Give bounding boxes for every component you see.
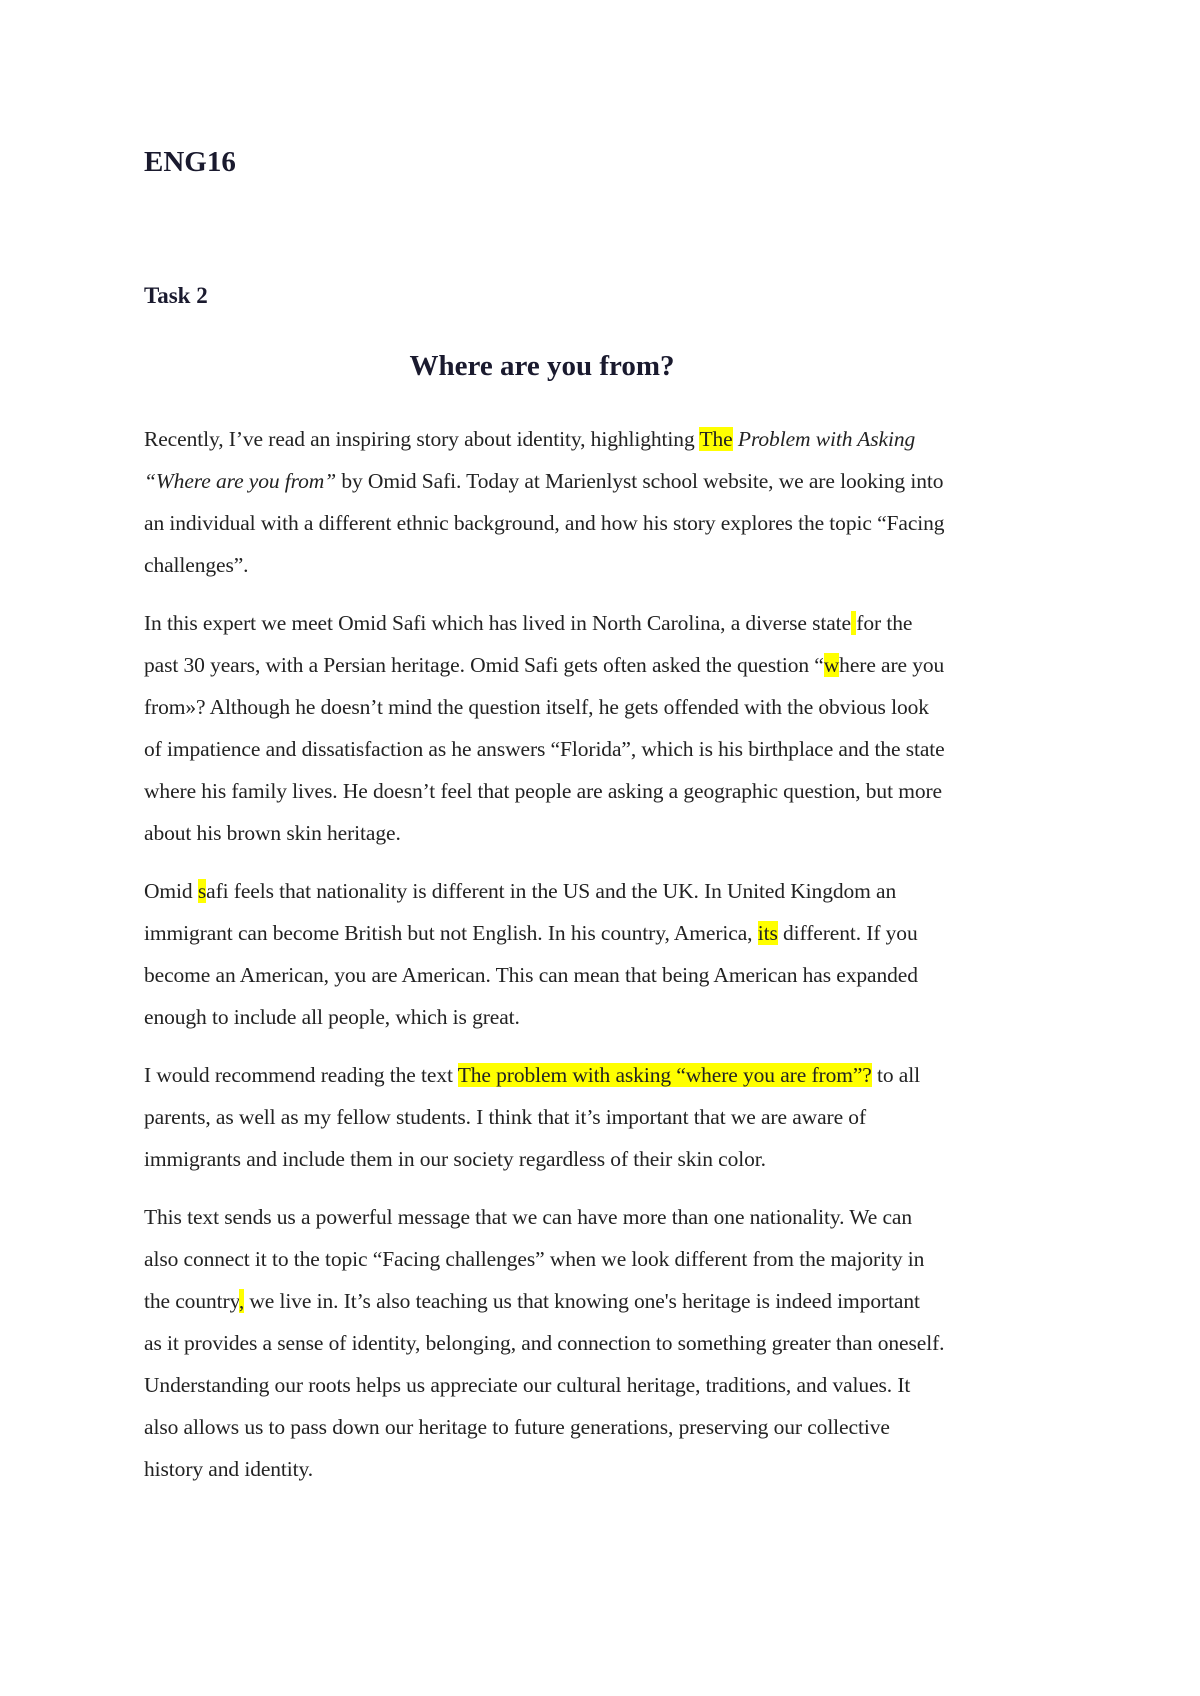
text-run: challenges”. [144,553,249,577]
text-run: parents, as well as my fellow students. I think that it’s important that we are aware of [144,1105,867,1129]
text-run: as it provides a sense of identity, belonging, and connection to something greater than oneself. [144,1331,945,1355]
text-run: Understanding our roots helps us appreciate our cultural heritage, traditions, and values. It [144,1373,911,1397]
text-run: This text sends us a powerful message that we can have more than one nationality. We can [144,1205,913,1229]
text-run: about his brown skin heritage. [144,821,401,845]
page-title: Where are you from? [409,350,675,382]
highlighted-text: The problem with asking “where you are from”? [457,1063,872,1087]
text-run: afi feels that nationality is different in the US and the UK. In United Kingdom an [206,879,897,903]
text-run: also allows us to pass down our heritage to future generations, preserving our collective [144,1415,890,1439]
highlighted-text: The [699,427,733,451]
italic-text: Problem with Asking [737,427,916,451]
text-line [144,1364,1064,1406]
text-run: become an American, you are American. This can mean that being American has expanded [144,963,918,987]
task-heading: Task 2 [144,283,208,308]
text-run: the country [144,1289,239,1313]
text-line [144,870,1064,912]
text-run: I would recommend reading the text [144,1063,458,1087]
highlighted-text: s [197,879,207,903]
text-line [144,954,1064,996]
highlighted-text: , [238,1289,245,1313]
text-line [144,1096,1064,1138]
text-line [144,686,1064,728]
text-line [144,1054,1064,1096]
text-run: past 30 years, with a Persian heritage. Omid Safi gets often asked the question “ [144,653,824,677]
text-line [144,912,1064,954]
text-run: where his family lives. He doesn’t feel that people are asking a geographic question, but more [144,779,942,803]
text-run: enough to include all people, which is great. [144,1005,520,1029]
text-line [144,1196,1064,1238]
text-run: In this expert we meet Omid Safi which has lived in North Carolina, a diverse state [144,611,851,635]
text-run: immigrants and include them in our society regardless of their skin color. [144,1147,766,1171]
text-run: Recently, I’ve read an inspiring story about identity, highlighting [144,427,700,451]
course-code: ENG16 [144,146,236,178]
text-run: for the [856,611,913,635]
text-line [144,502,1064,544]
text-line [144,1448,1064,1490]
text-run: to all [871,1063,920,1087]
text-run: Omid [144,879,198,903]
highlighted-text: w [823,653,840,677]
text-run: of impatience and dissatisfaction as he answers “Florida”, which is his birthplace and the state [144,737,945,761]
text-line [144,460,1064,502]
text-line [144,418,1064,460]
essay-body [144,418,1064,1506]
highlighted-text: its [757,921,778,945]
text-run: history and identity. [144,1457,314,1481]
text-run: also connect it to the topic “Facing challenges” when we look different from the majority in [144,1247,925,1271]
text-run: different. If you [777,921,918,945]
paragraph [144,870,1064,1038]
text-line [144,728,1064,770]
text-line [144,812,1064,854]
text-line [144,1322,1064,1364]
text-line [144,1238,1064,1280]
text-run: from»? Although he doesn’t mind the question itself, he gets offended with the obvious look [144,695,929,719]
text-run: by Omid Safi. Today at Marienlyst school website, we are looking into [336,469,944,493]
paragraph [144,418,1064,586]
paragraph [144,1196,1064,1490]
text-run: immigrant can become British but not English. In his country, America, [144,921,758,945]
text-line [144,996,1064,1038]
text-run: we live in. It’s also teaching us that knowing one's heritage is indeed important [244,1289,920,1313]
paragraph [144,1054,1064,1180]
text-line [144,1138,1064,1180]
italic-text: “Where are you from” [144,469,337,493]
text-line [144,602,1064,644]
text-run: an individual with a different ethnic background, and how his story explores the topic “Facing [144,511,945,535]
text-line [144,770,1064,812]
text-line [144,544,1064,586]
paragraph [144,602,1064,854]
text-line [144,1280,1064,1322]
text-run: here are you [839,653,945,677]
text-line [144,1406,1064,1448]
text-line [144,644,1064,686]
